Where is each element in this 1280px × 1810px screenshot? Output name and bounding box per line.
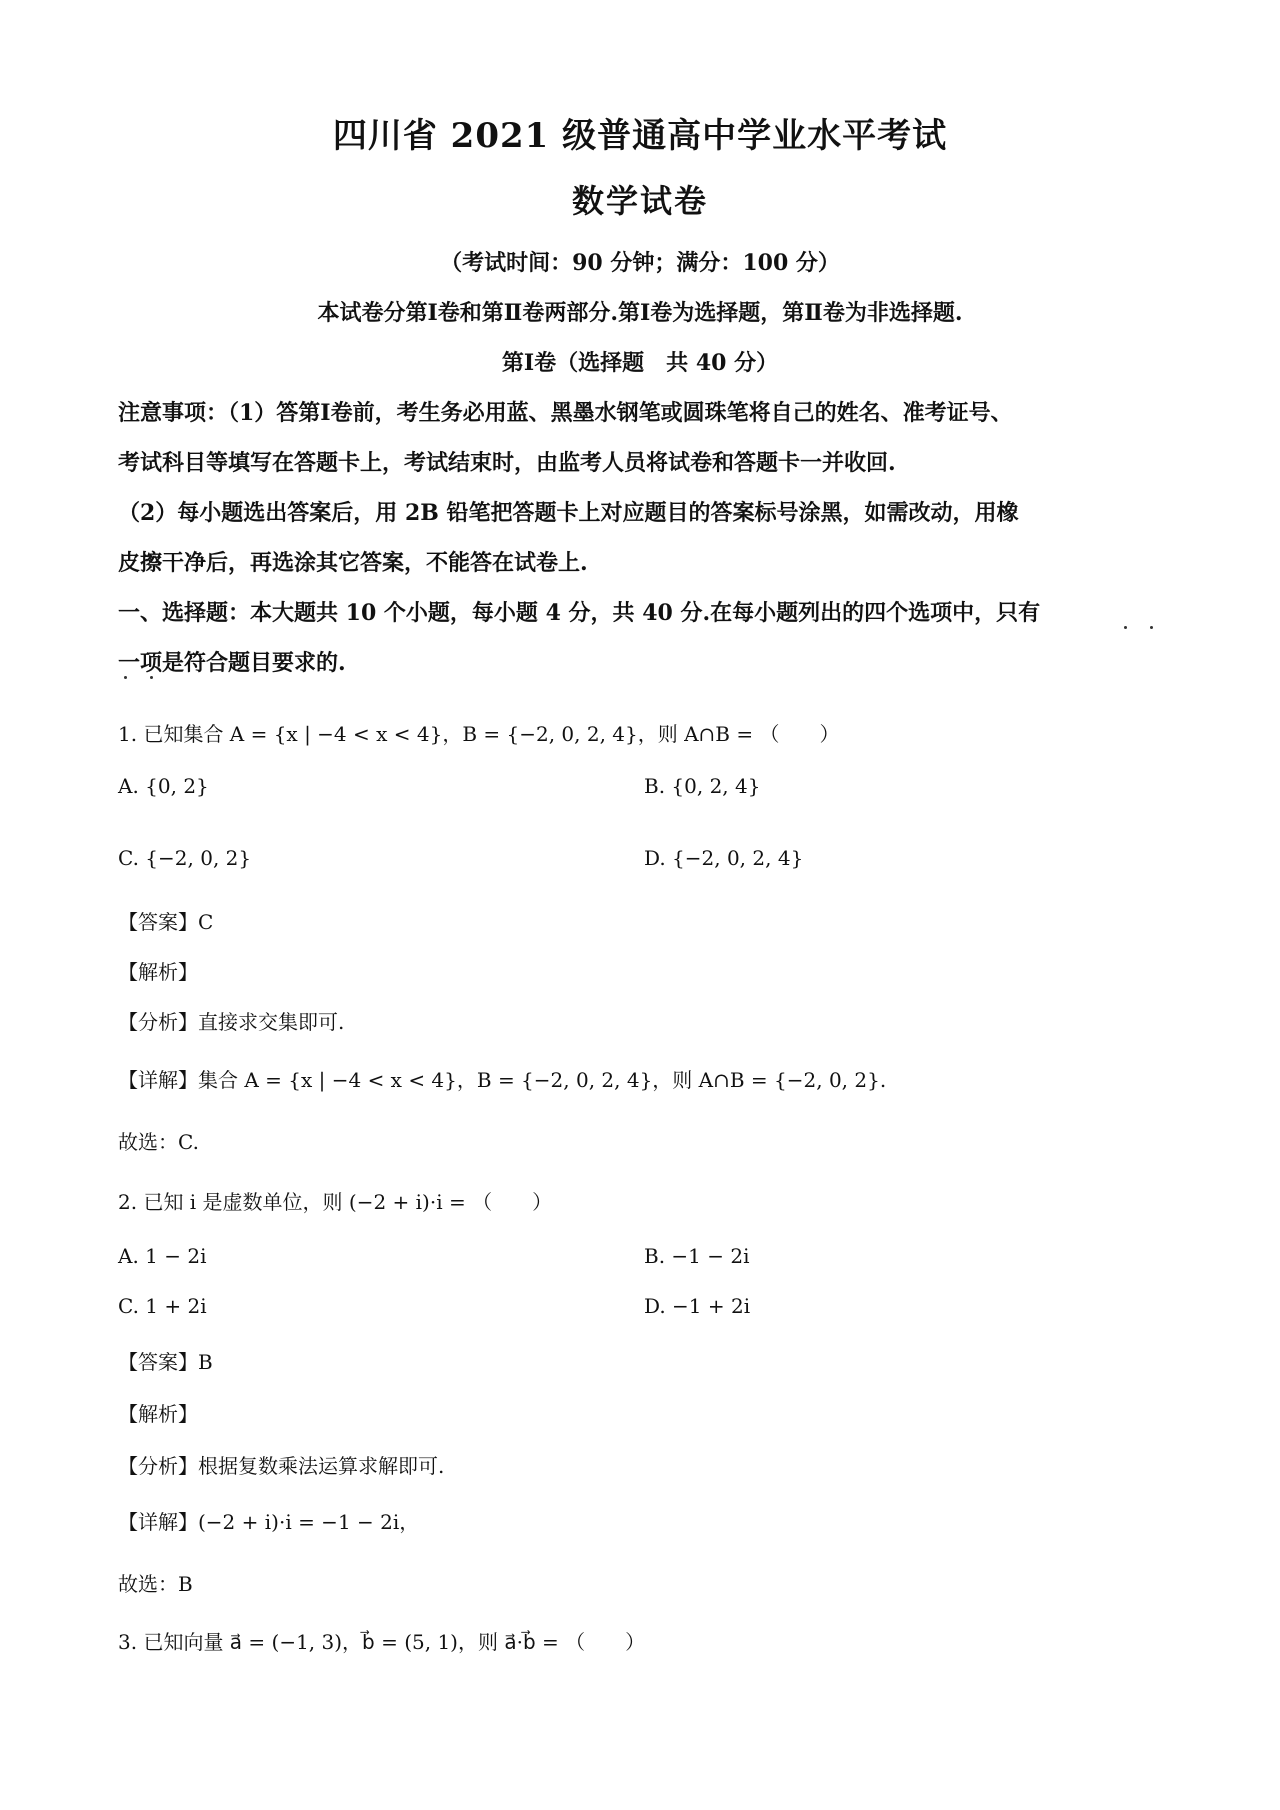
question-2-analysis-heading: 【解析】: [118, 1402, 198, 1426]
question-1-answer: 【答案】C: [118, 910, 214, 934]
exam-title: 四川省 2021 级普通高中学业水平考试: [332, 116, 948, 156]
intro-text: 本试卷分第Ⅰ卷和第Ⅱ卷两部分.第Ⅰ卷为选择题，第Ⅱ卷为非选择题.: [317, 300, 963, 326]
question-1-detail: 【详解】集合 A = {x | −4 < x < 4}，B = {−2, 0, 2, 4}，则 A∩B = {−2, 0, 2}.: [118, 1068, 887, 1092]
notes-line-3: （2）每小题选出答案后，用 2B 铅笔把答题卡上对应题目的答案标号涂黑，如需改动，用橡: [118, 500, 1019, 526]
question-2-option-a: A. 1 − 2i: [118, 1244, 207, 1268]
emphasis-dot: [1150, 626, 1153, 629]
question-1-analysis-heading: 【解析】: [118, 960, 198, 984]
question-2-detail: 【详解】(−2 + i)·i = −1 − 2i，: [118, 1510, 420, 1534]
time-note: （考试时间：90 分钟；满分：100 分）: [440, 250, 840, 276]
question-2-option-b: B. −1 − 2i: [644, 1244, 750, 1268]
emphasis-dot: [1124, 626, 1127, 629]
question-1-option-b: B. {0, 2, 4}: [644, 774, 761, 798]
question-1-option-c: C. {−2, 0, 2}: [118, 846, 252, 870]
emphasis-dot: [124, 676, 127, 679]
question-1-choice: 故选：C.: [118, 1130, 199, 1154]
notes-line-1: 注意事项：（1）答第Ⅰ卷前，考生务必用蓝、黑墨水钢笔或圆珠笔将自己的姓名、准考证号、: [118, 400, 1013, 426]
exam-subtitle: 数学试卷: [571, 182, 708, 220]
question-3-stem: 3. 已知向量 a⃗ = (−1, 3)，b⃗ = (5, 1)，则 a⃗·b⃗ = （ ）: [118, 1630, 646, 1654]
emphasis-dot: [150, 676, 153, 679]
question-2-option-c: C. 1 + 2i: [118, 1294, 207, 1318]
part1-heading: 第Ⅰ卷（选择题 共 40 分）: [501, 350, 779, 376]
section1-line-2: 一项是符合题目要求的.: [118, 650, 346, 676]
question-2-choice: 故选：B: [118, 1572, 193, 1596]
question-1-option-a: A. {0, 2}: [118, 774, 209, 798]
question-2-stem: 2. 已知 i 是虚数单位，则 (−2 + i)·i = （ ）: [118, 1190, 553, 1214]
question-1-analysis: 【分析】直接求交集即可.: [118, 1010, 345, 1034]
question-1-stem: 1. 已知集合 A = {x | −4 < x < 4}，B = {−2, 0, 2, 4}，则 A∩B = （ ）: [118, 722, 840, 746]
section1-line-1: 一、选择题：本大题共 10 个小题，每小题 4 分，共 40 分.在每小题列出的四个选项中，只有: [118, 600, 1041, 626]
notes-line-2: 考试科目等填写在答题卡上，考试结束时，由监考人员将试卷和答题卡一并收回.: [118, 450, 896, 476]
question-1-option-d: D. {−2, 0, 2, 4}: [644, 846, 804, 870]
notes-line-4: 皮擦干净后，再选涂其它答案，不能答在试卷上.: [118, 550, 588, 576]
question-2-analysis: 【分析】根据复数乘法运算求解即可.: [118, 1454, 445, 1478]
question-2-option-d: D. −1 + 2i: [644, 1294, 751, 1318]
question-2-answer: 【答案】B: [118, 1350, 213, 1374]
